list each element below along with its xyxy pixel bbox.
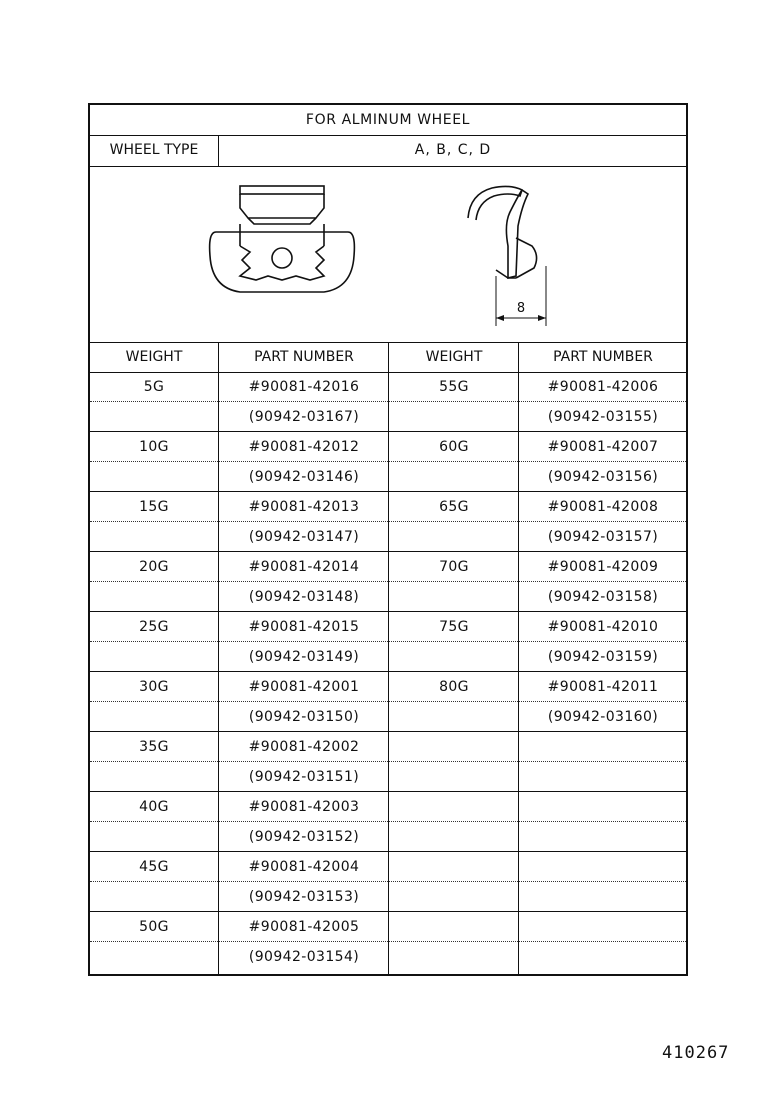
divider-2 — [388, 342, 389, 974]
alt-part-number-cell: (90942-03151) — [248, 769, 360, 785]
part-number-cell: #90081-42009 — [547, 559, 659, 575]
weight-cell: 65G — [439, 499, 469, 515]
part-number-cell: #90081-42010 — [547, 619, 659, 635]
weight-cell — [390, 912, 518, 942]
col-weight-right: WEIGHT — [425, 349, 483, 365]
col-weight-left: WEIGHT — [125, 349, 183, 365]
part-number-cell: #90081-42008 — [547, 499, 659, 515]
part-number-cell — [520, 732, 686, 762]
part-number-cell: #90081-42011 — [547, 679, 659, 695]
col-part-right: PART NUMBER — [553, 349, 653, 365]
part-number-cell: #90081-42013 — [248, 499, 360, 515]
divider-3 — [518, 342, 519, 974]
weight-cell: 5G — [143, 379, 165, 395]
clip-top — [240, 186, 324, 194]
drawing-code: 410267 — [662, 1043, 730, 1063]
alt-part-number-cell — [520, 762, 686, 792]
weight-cell: 30G — [139, 679, 169, 695]
weight-cell: 70G — [439, 559, 469, 575]
weight-cell: 15G — [139, 499, 169, 515]
weight-cell: 60G — [439, 439, 469, 455]
weight-cell — [390, 732, 518, 762]
side-view — [468, 186, 546, 326]
illustration-panel — [90, 166, 686, 343]
alt-part-number-cell: (90942-03154) — [248, 949, 360, 965]
part-number-cell: #90081-42007 — [547, 439, 659, 455]
alt-part-number-cell: (90942-03160) — [547, 709, 659, 725]
weight-cell: 50G — [139, 919, 169, 935]
part-number-cell — [520, 792, 686, 822]
divider-1 — [218, 342, 219, 974]
weight-cell: 40G — [139, 799, 169, 815]
weight-cell — [390, 792, 518, 822]
alt-part-number-cell: (90942-03146) — [248, 469, 360, 485]
alt-part-number-cell: (90942-03159) — [547, 649, 659, 665]
part-number-cell — [520, 852, 686, 882]
weight-body — [210, 232, 355, 292]
alt-part-number-cell: (90942-03150) — [248, 709, 360, 725]
alt-part-number-cell: (90942-03155) — [547, 409, 659, 425]
alt-part-number-cell: (90942-03153) — [248, 889, 360, 905]
weight-cell: 75G — [439, 619, 469, 635]
part-number-cell: #90081-42001 — [248, 679, 360, 695]
wheel-weight-drawing — [90, 166, 686, 340]
wheel-type-label: WHEEL TYPE — [90, 135, 219, 166]
alt-part-number-cell: (90942-03148) — [248, 589, 360, 605]
weight-cell: 45G — [139, 859, 169, 875]
wheel-type-row — [90, 135, 686, 167]
clip-body — [240, 194, 324, 218]
alt-part-number-cell: (90942-03158) — [547, 589, 659, 605]
part-number-cell: #90081-42012 — [248, 439, 360, 455]
part-number-cell: #90081-42015 — [248, 619, 360, 635]
weight-cell — [390, 852, 518, 882]
alt-part-number-cell: (90942-03167) — [248, 409, 360, 425]
part-number-cell — [520, 912, 686, 942]
alt-part-number-cell — [520, 822, 686, 852]
weight-cell: 20G — [139, 559, 169, 575]
table-title: FOR ALMINUM WHEEL — [90, 105, 686, 136]
serration — [240, 246, 324, 280]
part-number-cell: #90081-42006 — [547, 379, 659, 395]
alt-part-number-cell: (90942-03149) — [248, 649, 360, 665]
wheel-type-value: A, B, C, D — [414, 142, 492, 158]
weight-cell: 55G — [439, 379, 469, 395]
part-number-cell: #90081-42003 — [248, 799, 360, 815]
parts-table — [88, 103, 688, 976]
alt-part-number-cell — [520, 942, 686, 972]
center-hole — [272, 248, 292, 268]
alt-part-number-cell: (90942-03157) — [547, 529, 659, 545]
col-part-left: PART NUMBER — [254, 349, 354, 365]
weight-cell: 25G — [139, 619, 169, 635]
dimension-label: 8 — [516, 301, 526, 316]
part-number-cell: #90081-42005 — [248, 919, 360, 935]
weight-cell: 35G — [139, 739, 169, 755]
weight-cell: 10G — [139, 439, 169, 455]
weight-cell: 80G — [439, 679, 469, 695]
part-number-cell: #90081-42002 — [248, 739, 360, 755]
alt-part-number-cell: (90942-03156) — [547, 469, 659, 485]
alt-part-number-cell — [520, 882, 686, 912]
alt-part-number-cell: (90942-03152) — [248, 829, 360, 845]
part-number-cell: #90081-42004 — [248, 859, 360, 875]
alt-part-number-cell: (90942-03147) — [248, 529, 360, 545]
part-number-cell: #90081-42014 — [248, 559, 360, 575]
part-number-cell: #90081-42016 — [248, 379, 360, 395]
